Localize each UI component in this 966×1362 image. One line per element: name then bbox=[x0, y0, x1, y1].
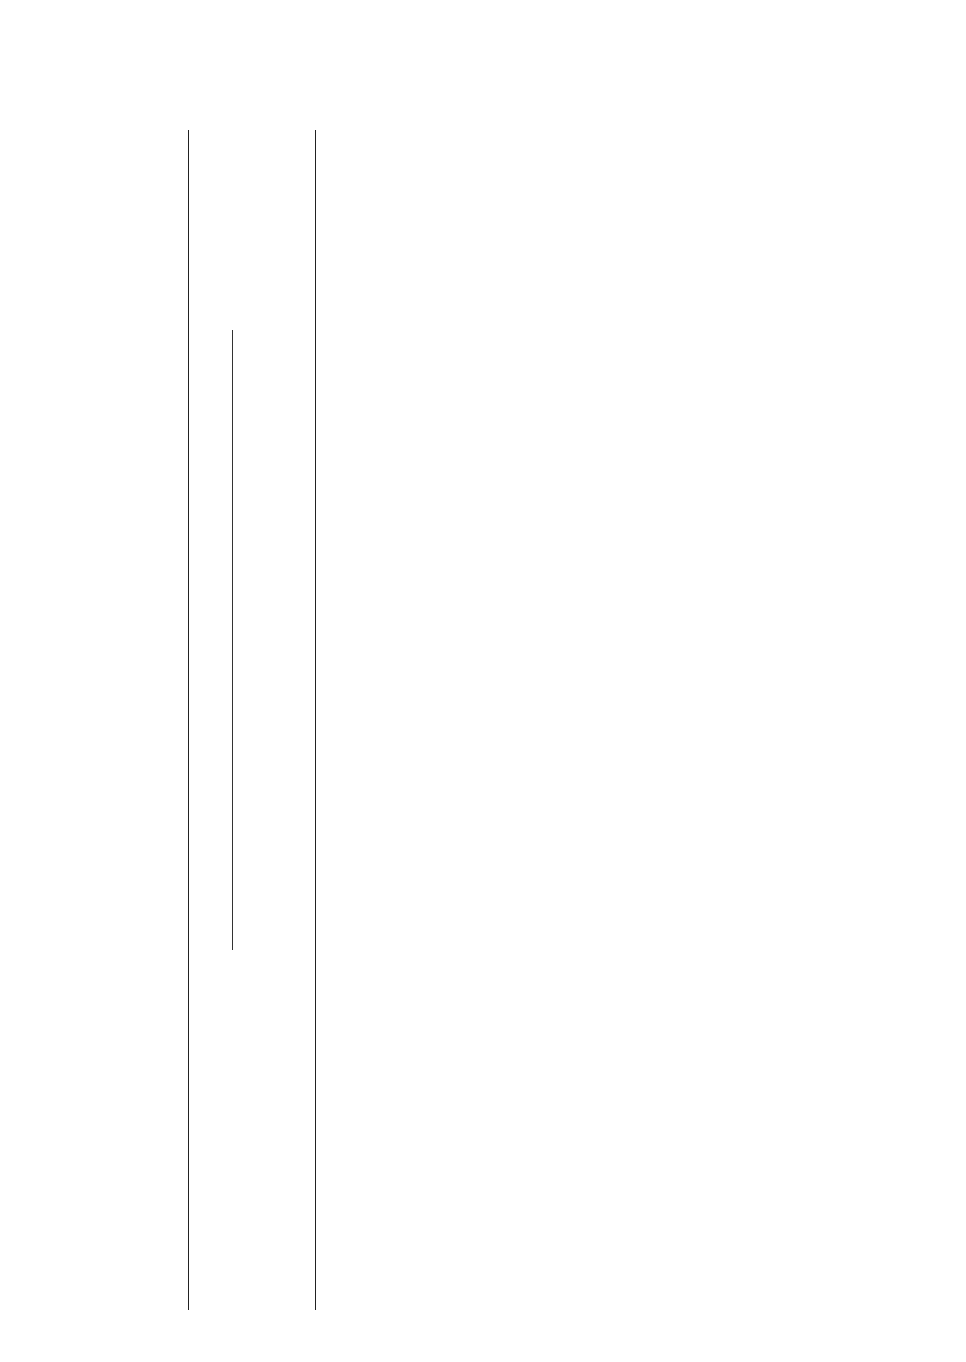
header-rule bbox=[315, 130, 316, 1310]
work-status-underline bbox=[232, 330, 233, 950]
rotated-table-page bbox=[60, 120, 880, 1330]
top-rule bbox=[188, 130, 189, 1310]
